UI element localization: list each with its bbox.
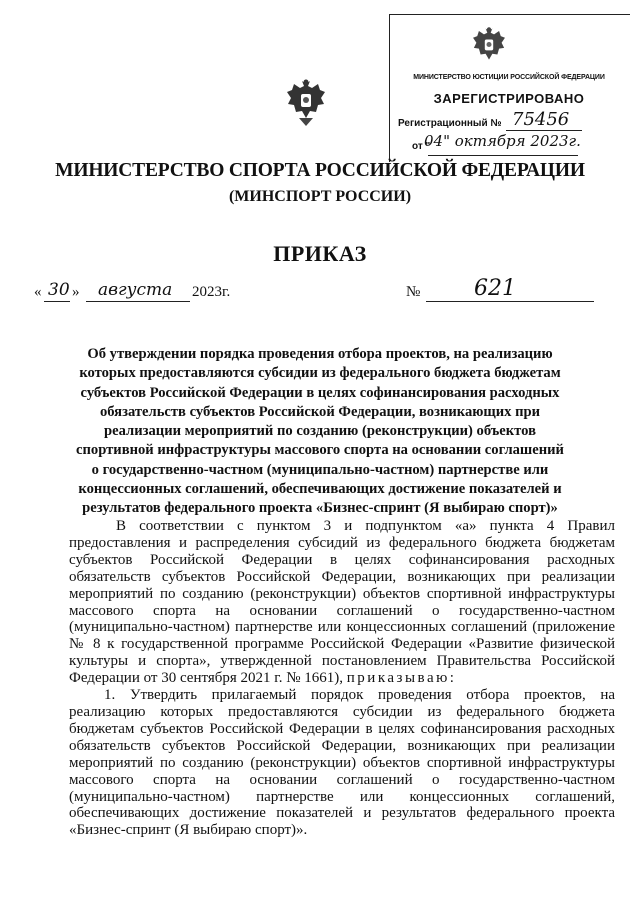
stamp-emblem-icon xyxy=(470,26,508,68)
order-number-label: № xyxy=(406,284,421,300)
order-month: августа xyxy=(98,280,173,300)
quote-open: « xyxy=(34,284,42,300)
stamp-date: 04" октября 2023г. xyxy=(424,132,581,150)
stamp-date-prefix: от " xyxy=(412,141,431,152)
body-paragraph: 1. Утвердить прилагаемый порядок проведения отбора проектов, на реализацию которых предоставляются субсидии из федерального бюджета бюджетам субъектов Российской Федерации в целях софинансирования расходных обязательств субъектов Российской Федерации, возникающих при реализации мероприятий по созданию (реконструкции) объектов спортивной инфраструктуры массового спорта на основании соглашений о государственно-частном (муниципально-частном) партнерстве или концессионных соглашений, обеспечивающих достижение показателей и результатов федерального проекта «Бизнес-спринт (Я выбираю спорт)». xyxy=(69,687,615,839)
number-underline xyxy=(426,301,594,302)
order-day: 30 xyxy=(48,280,70,300)
paragraph-text: В соответствии с пунктом 3 и подпунктом «а» пункта 4 Правил предоставления и распределения субсидий из федерального бюджета бюджетам субъектов Российской Федерации в целях софинансирования расходных обязательств субъектов Российской Федерации, возникающих при реализации мероприятий по созданию (реконструкции) объектов спортивной инфраструктуры массового спорта на основании соглашений о государственно-частном (муниципально-частном) партнерстве или концессионных соглашений (приложение № 8 к государственной программе Российской Федерации «Развитие физической культуры и спорта», утвержденной постановлением Правительства Российской Федерации от 30 сентября 2021 г. № 1661), xyxy=(69,518,615,687)
document-type: ПРИКАЗ xyxy=(273,241,367,266)
ministry-short-name: (МИНСПОРТ РОССИИ) xyxy=(228,188,412,205)
command-word: приказываю: xyxy=(346,670,457,687)
stamp-underline xyxy=(428,155,578,156)
order-body xyxy=(69,518,615,839)
stamp-ministry-name: МИНИСТЕРСТВО ЮСТИЦИИ РОССИЙСКОЙ ФЕДЕРАЦИИ xyxy=(413,74,605,81)
order-number: 621 xyxy=(474,276,516,301)
stamp-reg-number-label: Регистрационный № xyxy=(398,118,502,129)
body-paragraph xyxy=(69,518,615,687)
ministry-name: МИНИСТЕРСТВО СПОРТА РОССИЙСКОЙ ФЕДЕРАЦИИ xyxy=(55,160,585,181)
coat-of-arms-icon xyxy=(284,78,328,128)
month-underline xyxy=(86,301,190,302)
stamp-registered-label: ЗАРЕГИСТРИРОВАНО xyxy=(433,91,585,106)
day-underline xyxy=(44,301,70,302)
quote-close: » xyxy=(72,284,80,300)
stamp-underline xyxy=(506,130,582,131)
order-date-row xyxy=(34,276,614,304)
order-year: 2023г. xyxy=(192,284,231,300)
stamp-reg-number: 75456 xyxy=(512,109,570,130)
order-title: Об утверждении порядка проведения отбора проектов, на реализацию которых предоставляются субсидии из федерального бюджета бюджетам субъектов Российской Федерации в целях софинансирования расходных обязательств субъектов Российской Федерации, возникающих при реализации мероприятий по созданию (реконструкции) объектов спортивной инфраструктуры массового спорта на основании соглашений о государственно-частном (муниципально-частном) партнерстве или концессионных соглашений, обеспечивающих достижение показателей и результатов федерального проекта «Бизнес-спринт (Я выбираю спорт)» xyxy=(76,346,564,517)
